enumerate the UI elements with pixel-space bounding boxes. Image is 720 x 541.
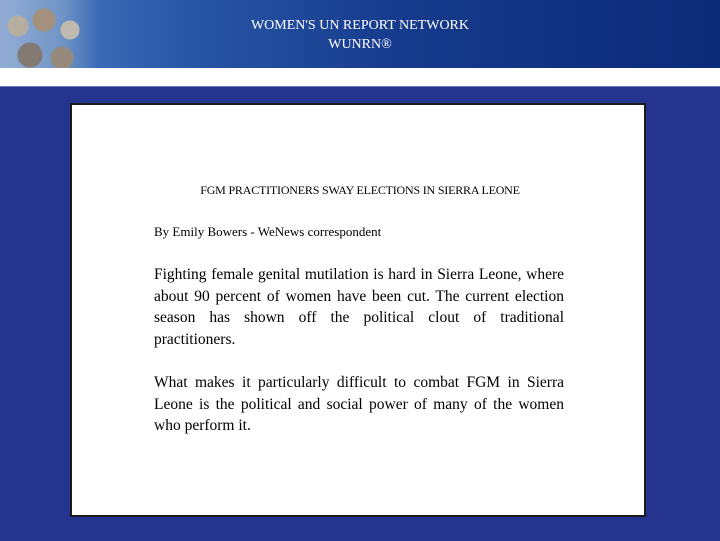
article-byline: By Emily Bowers - WeNews correspondent — [154, 224, 382, 239]
article-title: FGM PRACTITIONERS SWAY ELECTIONS IN SIERRA LEONE — [200, 183, 520, 197]
header-title — [0, 16, 720, 54]
header-banner — [0, 0, 720, 68]
header-separator — [0, 68, 720, 86]
article-paragraph-2: What makes it particularly difficult to combat FGM in Sierra Leone is the political and social power of many of the women who perform it. — [154, 374, 564, 434]
article-panel — [70, 103, 646, 517]
header-line-2: WUNRN® — [328, 37, 392, 52]
header-line-1: WOMEN'S UN REPORT NETWORK — [250, 18, 470, 33]
article-paragraph-1: Fighting female genital mutilation is hard in Sierra Leone, where about 90 percent of women have been cut. The current election season has shown off the political clout of traditional practitioners. — [154, 266, 564, 348]
